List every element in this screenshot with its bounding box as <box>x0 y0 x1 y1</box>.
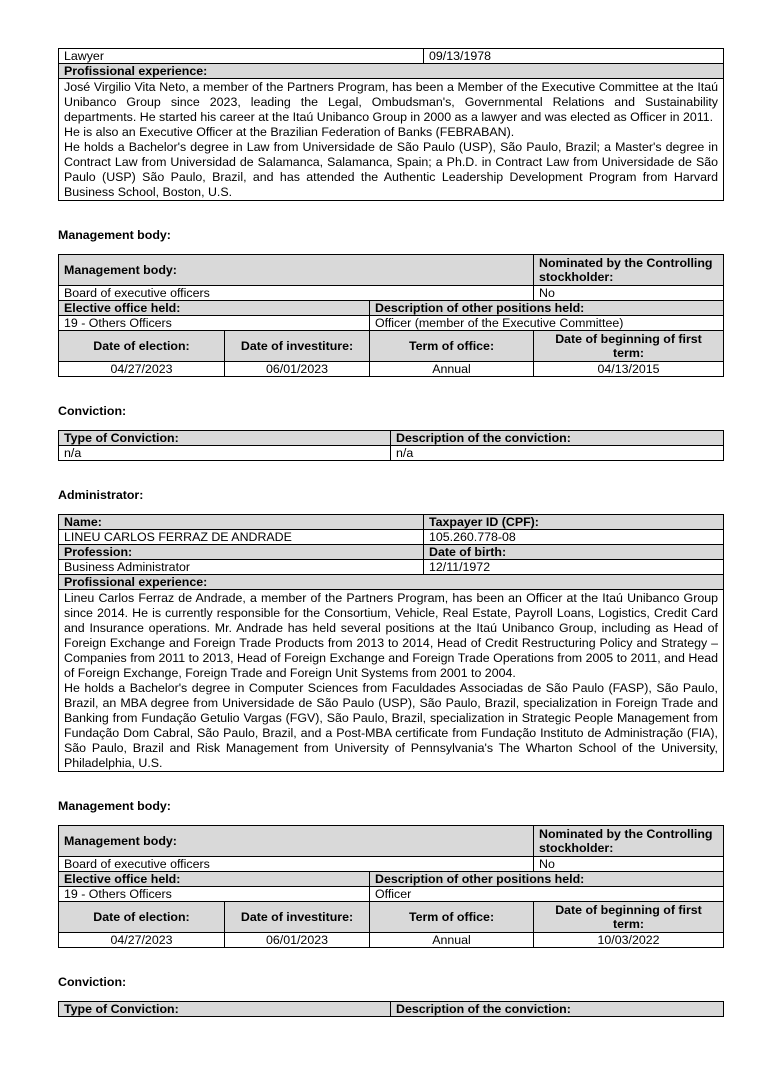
term-header: Term of office: <box>370 331 534 362</box>
experience-header: Profissional experience: <box>59 575 724 590</box>
investiture-date-header: Date of investiture: <box>225 331 370 362</box>
election-date-header: Date of election: <box>59 331 225 362</box>
administrator-table <box>58 514 724 772</box>
experience-paragraph: He holds a Bachelor's degree in Law from Universidade de São Paulo (USP), São Paulo, Brazil; a Master's degree in Contract Law from Universidad de Salamanca, Salamanca, Spain; a Ph.D. in Contract Law from Universidade de São Paulo (USP) São Paulo, Brazil, and has attended the Authentic Leadership Development Program from Harvard Business School, Boston, U.S. <box>64 140 718 199</box>
conviction-table <box>58 1001 724 1017</box>
birth-date-value: 12/11/1972 <box>424 560 724 575</box>
section-title: Management body: <box>58 799 171 813</box>
management-body-table <box>58 254 724 377</box>
conviction-type-header: Type of Conviction: <box>59 1002 391 1017</box>
section-title: Management body: <box>58 228 171 242</box>
experience-text <box>59 79 724 201</box>
birth-date-header: Date of birth: <box>424 545 724 560</box>
experience-paragraph: He is also an Executive Officer at the Brazilian Federation of Banks (FEBRABAN). <box>64 125 515 139</box>
conviction-table <box>58 430 724 461</box>
experience-text <box>59 590 724 772</box>
profession-value: Business Administrator <box>59 560 424 575</box>
first-term-header: Date of beginning of first term: <box>534 331 724 362</box>
investiture-date-header: Date of investiture: <box>225 902 370 933</box>
section-title: Conviction: <box>58 975 127 989</box>
administrator-1-table <box>58 48 724 201</box>
elective-office-header: Elective office held: <box>59 872 370 887</box>
document-page <box>58 48 724 1017</box>
term-value: Annual <box>370 362 534 377</box>
experience-paragraph: José Virgilio Vita Neto, a member of the Partners Program, has been a Member of the Executive Committee at the Itaú Unibanco Group since 2023, leading the Legal, Ombudsman's, Governmental Relations and Sustainability departments. He started his career at the Itaú Unibanco Group in 2000 as a lawyer and was elected as Officer in 2011. <box>64 80 718 124</box>
first-term-value: 10/03/2022 <box>534 933 724 948</box>
elective-office-value: 19 - Others Officers <box>59 887 370 902</box>
nominated-value: No <box>534 857 724 872</box>
conviction-description-value: n/a <box>391 446 724 461</box>
birth-date-value: 09/13/1978 <box>424 49 724 64</box>
investiture-date-value: 06/01/2023 <box>225 933 370 948</box>
management-body-header: Management body: <box>59 255 534 286</box>
term-value: Annual <box>370 933 534 948</box>
management-body-header: Management body: <box>59 826 534 857</box>
experience-header: Profissional experience: <box>59 64 724 79</box>
other-positions-value: Officer <box>370 887 724 902</box>
term-header: Term of office: <box>370 902 534 933</box>
election-date-value: 04/27/2023 <box>59 362 225 377</box>
investiture-date-value: 06/01/2023 <box>225 362 370 377</box>
nominated-header: Nominated by the Controlling stockholder: <box>534 255 724 286</box>
profession-header: Profession: <box>59 545 424 560</box>
cpf-header: Taxpayer ID (CPF): <box>424 515 724 530</box>
first-term-header: Date of beginning of first term: <box>534 902 724 933</box>
name-value: LINEU CARLOS FERRAZ DE ANDRADE <box>59 530 424 545</box>
election-date-value: 04/27/2023 <box>59 933 225 948</box>
nominated-value: No <box>534 286 724 301</box>
election-date-header: Date of election: <box>59 902 225 933</box>
experience-paragraph: Lineu Carlos Ferraz de Andrade, a member of the Partners Program, has been an Officer at the Itaú Unibanco Group since 2014. He is currently responsible for the Consortium, Vehicle, Real Estate, Payroll Loans, Logistics, Credit Card and Insurance operations. Mr. Andrade has held several positions at the Itaú Unibanco Group, including as Head of Foreign Exchange and Foreign Trade Products from 2013 to 2014, Head of Credit Restructuring Policy and Strategy – Companies from 2011 to 2013, Head of Foreign Exchange and Foreign Trade Operations from 2005 to 2011, and Head of Foreign Exchange, Foreign Trade and Foreign Unit Systems from 2001 to 2004. <box>64 591 718 680</box>
management-body-value: Board of executive officers <box>59 286 534 301</box>
profession-value: Lawyer <box>59 49 424 64</box>
section-title: Administrator: <box>58 488 144 502</box>
elective-office-header: Elective office held: <box>59 301 370 316</box>
conviction-type-header: Type of Conviction: <box>59 431 391 446</box>
experience-paragraph: He holds a Bachelor's degree in Computer Sciences from Faculdades Associadas de São Paulo (FASP), São Paulo, Brazil, an MBA degree from Universidade de São Paulo (USP), São Paulo, Brazil, specialization in Foreign Trade and Banking from Fundação Getulio Vargas (FGV), São Paulo, Brazil, specialization in Strategic People Management from Fundação Dom Cabral, São Paulo, Brazil, and a Post-MBA certificate from Fundação Instituto de Administração (FIA), São Paulo, Brazil and Risk Management from University of Pennsylvania's The Wharton School of the University, Philadelphia, U.S. <box>64 681 718 770</box>
conviction-description-header: Description of the conviction: <box>391 431 724 446</box>
management-body-table <box>58 825 724 948</box>
other-positions-value: Officer (member of the Executive Committee) <box>370 316 724 331</box>
conviction-type-value: n/a <box>59 446 391 461</box>
section-title: Conviction: <box>58 404 127 418</box>
management-body-value: Board of executive officers <box>59 857 534 872</box>
elective-office-value: 19 - Others Officers <box>59 316 370 331</box>
conviction-description-header: Description of the conviction: <box>391 1002 724 1017</box>
name-header: Name: <box>59 515 424 530</box>
nominated-header: Nominated by the Controlling stockholder: <box>534 826 724 857</box>
cpf-value: 105.260.778-08 <box>424 530 724 545</box>
other-positions-header: Description of other positions held: <box>370 301 724 316</box>
first-term-value: 04/13/2015 <box>534 362 724 377</box>
other-positions-header: Description of other positions held: <box>370 872 724 887</box>
